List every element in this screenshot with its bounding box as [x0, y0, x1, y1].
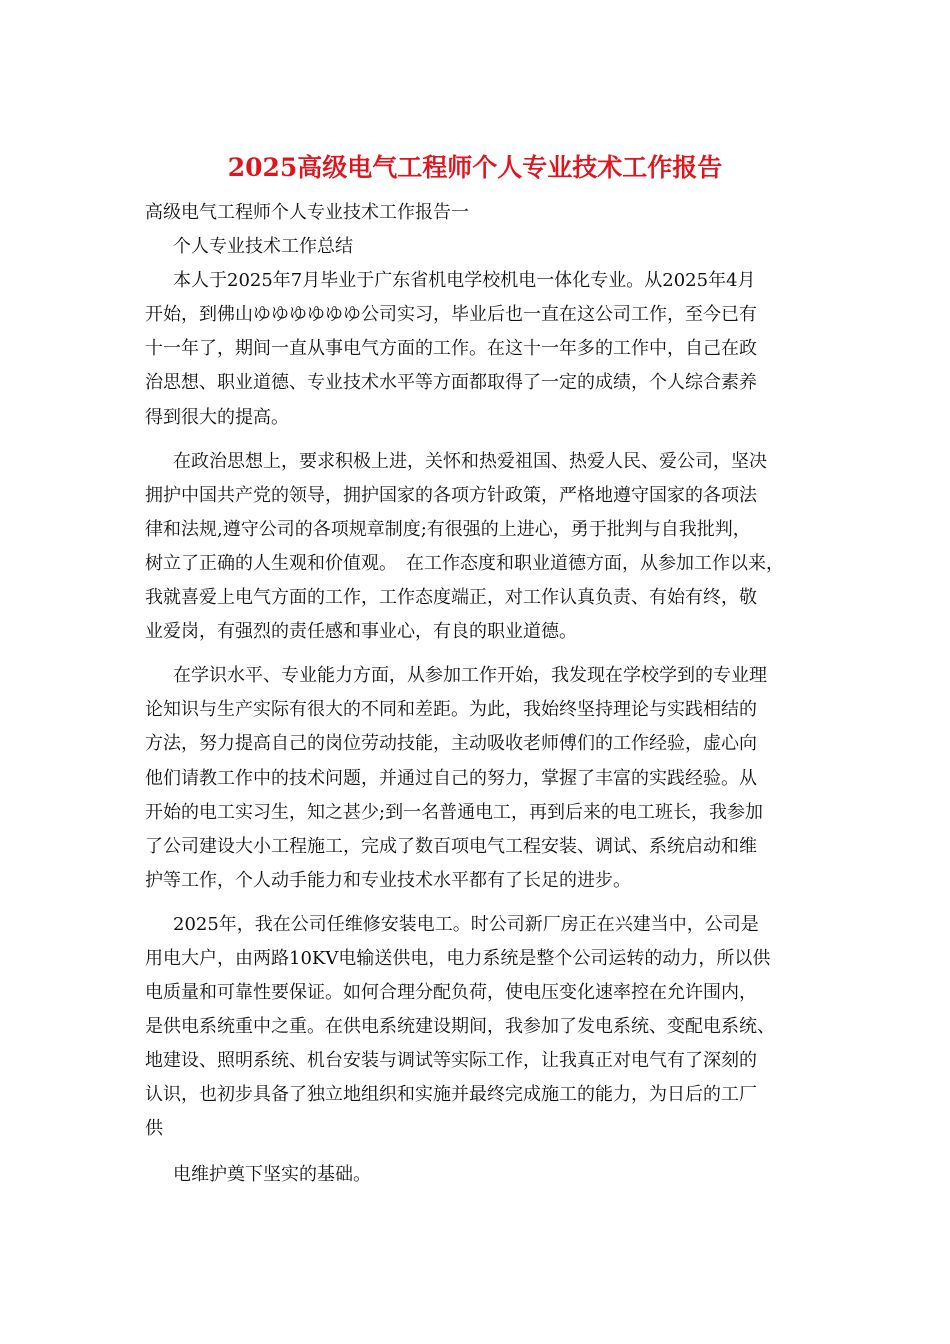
- paragraph-1: [145, 264, 825, 434]
- document-title: 2025高级电气工程师个人专业技术工作报告: [227, 153, 723, 182]
- paragraph-line: 开始，到佛山ゆゆゆゆゆゆ公司实习，毕业后也一直在这公司工作，至今已有: [145, 304, 757, 326]
- report-heading: 高级电气工程师个人专业技术工作报告一: [145, 202, 469, 223]
- paragraph-2: [145, 445, 825, 650]
- paragraph-line: 开始的电工实习生，知之甚少;到一名普通电工，再到后来的电工班长，我参加: [145, 801, 764, 823]
- paragraph-line: 十一年了，期间一直从事电气方面的工作。在这十一年多的工作中，自己在政: [145, 338, 757, 360]
- paragraph-line: 本人于2025年7月毕业于广东省机电学校机电一体化专业。从2025年4月: [173, 270, 756, 292]
- paragraph-line: 他们请教工作中的技术问题，并通过自己的努力，掌握了丰富的实践经验。从: [145, 767, 757, 789]
- paragraph-5: [145, 1158, 825, 1192]
- document-body: [145, 196, 825, 1192]
- paragraph-line: 律和法规,遵守公司的各项规章制度;有很强的上进心，勇于批判与自我批判，: [145, 518, 751, 540]
- paragraph-line: 树立了正确的人生观和价值观。 在工作态度和职业道德方面，从参加工作以来，: [145, 552, 784, 574]
- paragraph-line: 治思想、职业道德、专业技术水平等方面都取得了一定的成绩，个人综合素养: [145, 372, 757, 394]
- paragraph-line: 用电大户，由两路10KV电输送供电，电力系统是整个公司运转的动力，所以供: [145, 947, 771, 969]
- paragraph-line: 是供电系统重中之重。在供电系统建设期间，我参加了发电系统、变配电系统、: [145, 1016, 775, 1038]
- paragraph-line: 了公司建设大小工程施工，完成了数百项电气工程安装、调试、系统启动和维: [145, 835, 757, 857]
- paragraph-4: [145, 908, 825, 1147]
- paragraph-line: 业爱岗，有强烈的责任感和事业心，有良的职业道德。: [145, 621, 577, 643]
- paragraph-line: 论知识与生产实际有很大的不同和差距。为此，我始终坚持理论与实践相结的: [145, 699, 757, 721]
- paragraph-3: [145, 659, 825, 898]
- paragraph-line: 护等工作，个人动手能力和专业技术水平都有了长足的进步。: [145, 869, 631, 891]
- report-subheading: 个人专业技术工作总结: [173, 236, 353, 258]
- paragraph-line: 2025年，我在公司任维修安装电工。时公司新厂房正在兴建当中，公司是: [173, 913, 759, 935]
- paragraph-line: 我就喜爱上电气方面的工作，工作态度端正，对工作认真负责、有始有终，敬: [145, 587, 757, 609]
- paragraph-line: 得到很大的提高。: [145, 406, 289, 428]
- paragraph-line: 供: [145, 1118, 163, 1140]
- paragraph-line: 电维护奠下坚实的基础。: [173, 1163, 371, 1185]
- paragraph-line: 地建设、照明系统、机台安装与调试等实际工作，让我真正对电气有了深刻的: [145, 1050, 757, 1072]
- paragraph-line: 拥护中国共产党的领导，拥护国家的各项方针政策，严格地遵守国家的各项法: [145, 484, 757, 506]
- paragraph-line: 认识，也初步具备了独立地组织和实施并最终完成施工的能力，为日后的工厂: [145, 1084, 757, 1106]
- paragraph-line: 方法，努力提高自己的岗位劳动技能，主动吸收老师傅们的工作经验，虚心向: [145, 733, 757, 755]
- paragraph-line: 在政治思想上，要求积极上进，关怀和热爱祖国、热爱人民、爱公司，坚决: [173, 450, 767, 472]
- paragraph-line: 在学识水平、专业能力方面，从参加工作开始，我发现在学校学到的专业理: [173, 665, 767, 687]
- paragraph-line: 电质量和可靠性要保证。如何合理分配负荷，使电压变化速率控在允许围内，: [145, 982, 757, 1004]
